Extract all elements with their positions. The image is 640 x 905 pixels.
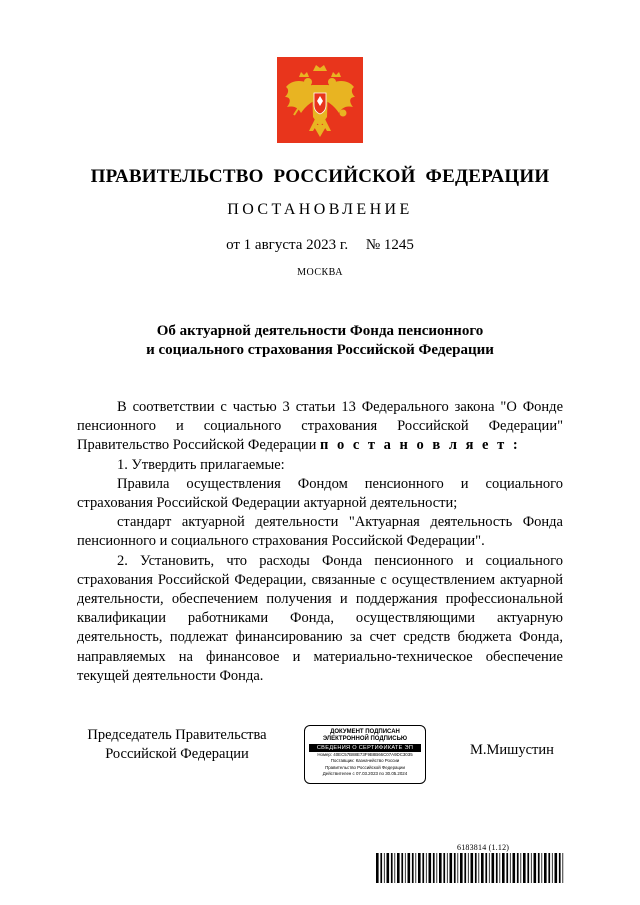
electronic-signature-stamp <box>304 725 426 784</box>
number-sign: № <box>365 237 381 253</box>
barcode-icon <box>376 853 566 883</box>
document-subject <box>0 322 640 360</box>
stamp-certificate-bar: СВЕДЕНИЯ О СЕРТИФИКАТЕ ЭП <box>309 744 421 752</box>
document-number: 1245 <box>383 237 414 253</box>
stamp-serial: Номер: 40EC57B88E73F9B8B66C07A9DC3035 <box>317 752 413 757</box>
stamp-owner: Правительство Российской Федерации <box>325 764 405 770</box>
body-paragraph: 2. Установить, что расходы Фонда пенсионного и социального страхования Российской Федерации, связанные с осуществлением актуарной деятельности, обеспечением получения и поддержания профессиональной квалификации работниками Фонда, осуществляющими актуарную деятельность, подлежат финансированию за счет средств бюджета Фонда, направляемых на финансовое и материально-техническое обеспечение текущей деятельности Фонда. <box>77 552 563 684</box>
signer-position-line-1: Председатель Правительства <box>87 727 267 743</box>
stamp-heading <box>305 729 425 743</box>
body-paragraph <box>77 398 563 456</box>
signer-position <box>77 726 277 764</box>
stamp-heading-1: ДОКУМЕНТ ПОДПИСАН <box>330 729 400 735</box>
preamble-text: В соответствии с частью 3 статьи 13 Федерального закона "О Фонде пенсионного и социального страхования Российской Федерации" Правительство Российской Федерации <box>77 399 563 454</box>
body-paragraph: 1. Утвердить прилагаемые: <box>117 456 285 473</box>
document-type: ПОСТАНОВЛЕНИЕ <box>227 201 413 218</box>
signer-position-line-2: Российской Федерации <box>105 746 249 762</box>
body-paragraph: Правила осуществления Фондом пенсионного и социального страхования Российской Федерации актуарной деятельности; <box>77 475 563 512</box>
stamp-validity: Действителен с 07.03.2023 по 30.05.2024 <box>322 770 408 776</box>
date-number-line <box>0 237 640 254</box>
stamp-heading-2: ЭЛЕКТРОННОЙ ПОДПИСЬЮ <box>322 736 408 742</box>
subject-line-1: Об актуарной деятельности Фонда пенсионного <box>156 323 484 339</box>
document-date: от 1 августа 2023 г. <box>226 237 349 253</box>
document-body <box>77 398 563 686</box>
footer-code: 6183814 (1.12) <box>457 843 510 852</box>
stamp-issuer: Поставщик: Казначейство России <box>330 758 400 764</box>
resolves-word: п о с т а н о в л я е т : <box>319 437 521 454</box>
state-emblem-icon <box>277 57 363 143</box>
body-paragraph: стандарт актуарной деятельности "Актуарная деятельность Фонда пенсионного и социального страхования Российской Федерации". <box>77 514 563 550</box>
government-title: ПРАВИТЕЛЬСТВО РОССИЙСКОЙ ФЕДЕРАЦИИ <box>90 166 550 187</box>
city-label: МОСКВА <box>297 267 343 278</box>
signer-name: М.Мишустин <box>470 742 554 758</box>
subject-line-2: и социального страхования Российской Федерации <box>146 342 494 358</box>
